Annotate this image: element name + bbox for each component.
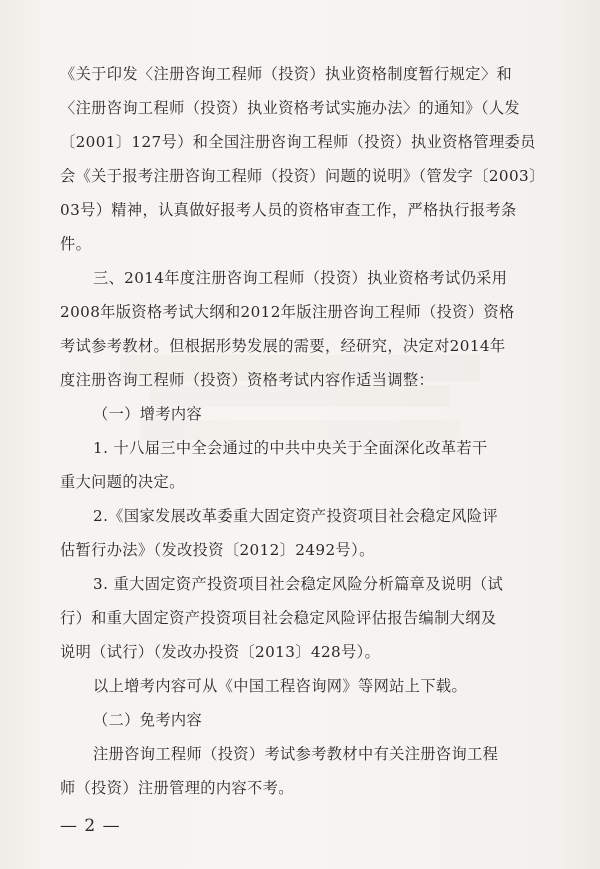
section2-heading: （二）免考内容: [93, 711, 203, 729]
para1-line-4: 会《关于报考注册咨询工程师（投资）问题的说明》（管发字〔2003〕: [60, 167, 545, 185]
para1-line-2: 〈注册咨询工程师（投资）执业资格考试实施办法〉的通知》（人发: [60, 99, 521, 117]
item3-line-2: 行）和重大固定资产投资项目社会稳定风险评估报告编制大纲及: [60, 609, 497, 627]
para2-line-3: 考试参考教材。但根据形势发展的需要，经研究，决定对2014年: [60, 337, 506, 355]
page-number: — 2 —: [60, 816, 121, 836]
section1-heading: （一）增考内容: [93, 405, 203, 423]
item1-line-2: 重大问题的决定。: [60, 473, 185, 491]
para2-line-2: 2008年版资格考试大纲和2012年版注册咨询工程师（投资）资格: [60, 303, 515, 321]
download-note: 以上增考内容可从《中国工程咨询网》等网站上下载。: [93, 677, 468, 695]
para1-line-5: 03号）精神，认真做好报考人员的资格审查工作，严格执行报考条: [60, 201, 517, 219]
exempt-line-2: 师（投资）注册管理的内容不考。: [60, 779, 294, 797]
item3-line-1: 3. 重大固定资产投资项目社会稳定风险分析篇章及说明（试: [93, 575, 504, 593]
item1-line-1: 1. 十八届三中全会通过的中共中央关于全面深化改革若干: [93, 439, 488, 457]
item2-line-1: 2.《国家发展改革委重大固定资产投资项目社会稳定风险评: [93, 507, 498, 525]
para2-line-4: 度注册咨询工程师（投资）资格考试内容作适当调整：: [60, 371, 435, 389]
para1-line-1: 《关于印发〈注册咨询工程师（投资）执业资格制度暂行规定〉和: [60, 65, 513, 83]
para1-line-6: 件。: [60, 235, 92, 253]
exempt-line-1: 注册咨询工程师（投资）考试参考教材中有关注册咨询工程: [93, 745, 499, 763]
para2-line-1: 三、2014年度注册咨询工程师（投资）执业资格考试仍采用: [93, 269, 508, 287]
para1-line-3: 〔2001〕127号）和全国注册咨询工程师（投资）执业资格管理委员: [60, 133, 536, 151]
item3-line-3: 说明（试行）（发改办投资〔2013〕428号）。: [60, 643, 381, 661]
item2-line-2: 估暂行办法》（发改投资〔2012〕2492号）。: [60, 541, 375, 559]
